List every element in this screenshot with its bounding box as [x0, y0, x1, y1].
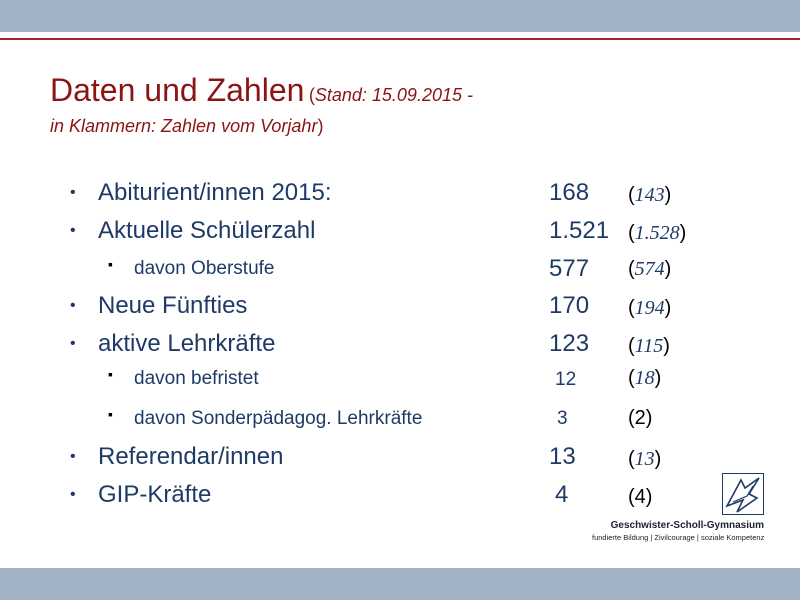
logo-name: Geschwister-Scholl-Gymnasium: [610, 520, 764, 531]
item-label: Neue Fünfties: [98, 292, 248, 319]
item-previous: (13): [628, 448, 662, 470]
logo-emblem-icon: [722, 473, 764, 515]
item-value: 123: [549, 330, 590, 357]
list-item: [0, 442, 800, 472]
item-value: 1.521: [549, 217, 610, 244]
bullet: •: [70, 297, 76, 314]
item-previous: (115): [628, 335, 670, 357]
item-previous: (1.528): [628, 222, 687, 244]
list-item: [0, 178, 800, 208]
item-label: aktive Lehrkräfte: [98, 330, 276, 357]
item-previous: (143): [628, 184, 672, 206]
item-label: davon Sonderpädagog. Lehrkräfte: [134, 408, 423, 429]
item-value: 3: [557, 408, 568, 429]
bottom-bar: [0, 568, 800, 600]
list-subitem: [0, 255, 800, 284]
list-subitem: [0, 408, 800, 434]
title-subtitle: in Klammern: Zahlen vom Vorjahr): [50, 116, 324, 136]
list-subitem: [0, 368, 800, 394]
bullet: •: [70, 486, 76, 503]
bullet: •: [70, 335, 76, 352]
item-value: 4: [555, 481, 569, 508]
list-item: [0, 216, 800, 246]
item-value: 13: [549, 443, 576, 470]
item-label: GIP-Kräfte: [98, 481, 212, 508]
item-value: 168: [549, 179, 590, 206]
item-previous: (194): [628, 297, 672, 319]
top-bar: [0, 0, 800, 32]
item-label: Aktuelle Schülerzahl: [98, 217, 316, 244]
title-main: Daten und Zahlen: [50, 72, 305, 108]
logo-tagline: fundierte Bildung | Zivilcourage | soziale Kompetenz: [592, 533, 765, 542]
item-value: 12: [555, 369, 577, 390]
bullet: •: [70, 222, 76, 239]
title-stand: (Stand: 15.09.2015 -: [308, 85, 473, 105]
school-logo: [592, 473, 782, 548]
sub-bullet: ▪: [108, 256, 113, 272]
bullet: •: [70, 448, 76, 465]
item-label: Abiturient/innen 2015:: [98, 179, 332, 206]
item-label: Referendar/innen: [98, 443, 284, 470]
item-label: davon befristet: [134, 368, 259, 389]
item-label: davon Oberstufe: [134, 258, 275, 279]
item-value: 170: [549, 292, 590, 319]
item-previous: (18): [628, 367, 662, 389]
bullet: •: [70, 184, 76, 201]
list-item: [0, 329, 800, 359]
item-previous: (574): [628, 258, 672, 280]
item-previous: (2): [628, 407, 653, 429]
sub-bullet: ▪: [108, 406, 113, 422]
item-value: 577: [549, 255, 590, 282]
slide-title: [50, 72, 473, 109]
top-divider: [0, 38, 800, 40]
sub-bullet: ▪: [108, 366, 113, 382]
item-previous: (4): [628, 486, 653, 508]
list-item: [0, 291, 800, 321]
